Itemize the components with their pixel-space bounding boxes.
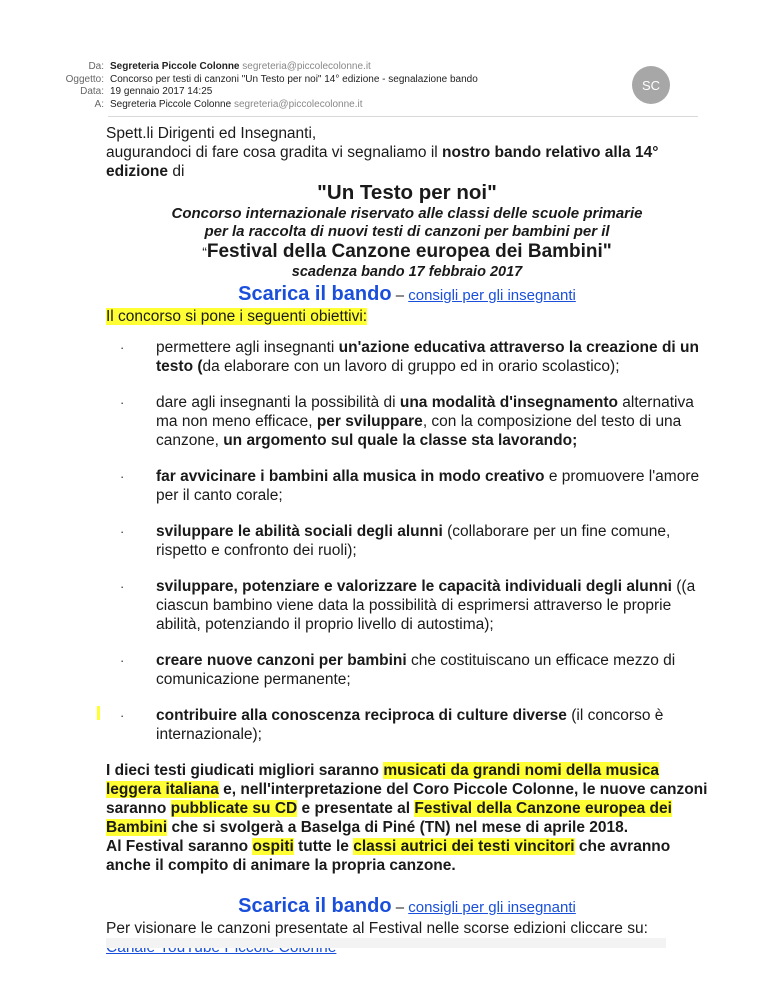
to-name[interactable]: Segreteria Piccole Colonne xyxy=(110,98,232,110)
date-text: 19 gennaio 2017 14:25 xyxy=(110,86,213,97)
contest-subtitle-1: Concorso internazionale riservato alle classi delle scuole primarie xyxy=(171,205,643,222)
to-label: A: xyxy=(94,98,104,110)
contest-title: "Un Testo per noi" xyxy=(317,181,497,204)
teacher-tips-link[interactable]: consigli per gli insegnanti xyxy=(408,899,576,916)
from-email[interactable]: segreteria@piccolecolonne.it xyxy=(242,61,371,72)
header-divider xyxy=(108,116,698,117)
download-bando-link[interactable]: Scarica il bando xyxy=(238,283,392,305)
from-label: Da: xyxy=(88,61,104,72)
highlight-marker xyxy=(97,706,100,720)
list-item: · dare agli insegnanti la possibilità di una modalità d'insegnamento alternativa ma non meno efficace, per sviluppare, con la composizione del testo di una canzone, un argomento sul quale la classe sta lavorando; xyxy=(120,394,694,449)
list-item: · sviluppare le abilità sociali degli alunni (collaborare per un fine comune, rispetto e confronto dei ruoli); xyxy=(120,523,671,559)
message-body xyxy=(106,124,708,957)
intro-paragraph: augurandoci di fare cosa gradita vi segnaliamo il nostro bando relativo alla 14° edizione di xyxy=(106,144,659,180)
sender-avatar[interactable]: SC xyxy=(632,66,670,104)
list-item: · sviluppare, potenziare e valorizzare le capacità individuali degli alunni ((a ciascun bambino viene data la possibilità di esprimersi attraverso le proprie abilità, potenziando il proprio livello di autostima); xyxy=(120,578,696,633)
subject-label: Oggetto: xyxy=(65,73,104,85)
list-item: · permettere agli insegnanti un'azione educativa attraverso la creazione di un testo (da elaborare con un lavoro di gruppo ed in orario scolastico); xyxy=(120,339,699,375)
list-item: · creare nuove canzoni per bambini che costituiscano un efficace mezzo di comunicazione permanente; xyxy=(120,652,676,688)
list-item: · contribuire alla conoscenza reciproca di culture diverse (il concorso è internazionale); xyxy=(120,707,664,743)
list-item: · far avvicinare i bambini alla musica in modo creativo e promuovere l'amore per il canto corale; xyxy=(120,468,700,504)
objectives-intro: Il concorso si pone i seguenti obiettivi: xyxy=(106,308,368,325)
greeting: Spett.li Dirigenti ed Insegnanti, xyxy=(106,125,317,142)
download-bando-link[interactable]: Scarica il bando xyxy=(238,895,392,917)
objectives-list xyxy=(106,338,708,744)
festival-name: “Festival della Canzone europea dei Bambini" xyxy=(202,241,612,262)
download-links-bottom: Scarica il bando – consigli per gli insegnanti xyxy=(238,895,576,917)
date-label: Data: xyxy=(80,86,104,97)
download-links-top: Scarica il bando – consigli per gli insegnanti xyxy=(238,283,576,305)
teacher-tips-link[interactable]: consigli per gli insegnanti xyxy=(408,287,576,304)
deadline: scadenza bando 17 febbraio 2017 xyxy=(291,264,523,280)
contest-subtitle-2: per la raccolta di nuovi testi di canzoni per bambini per il xyxy=(204,223,610,240)
final-paragraph: I dieci testi giudicati migliori saranno musicati da grandi nomi della musica leggera italiana e, nell'interpretazione del Coro Piccole Colonne, le nuove canzoni saranno pubblicate su CD e presentate al Festival della Canzone europea dei Bambini che si svolgerà a Baselga di Piné (TN) nel mese di aprile 2018. Al Festival saranno ospiti tutte le classi autrici dei testi vincitori che avranno anche il compito di animare la propria canzone. xyxy=(106,762,708,874)
faded-text-line xyxy=(106,938,666,948)
from-name[interactable]: Segreteria Piccole Colonne xyxy=(110,61,240,72)
subject-text: Concorso per testi di canzoni "Un Testo per noi" 14° edizione - segnalazione bando xyxy=(110,73,478,85)
to-email[interactable]: segreteria@piccolecolonne.it xyxy=(233,98,363,110)
visionare-text: Per visionare le canzoni presentate al Festival nelle scorse edizioni cliccare su: xyxy=(106,920,648,937)
